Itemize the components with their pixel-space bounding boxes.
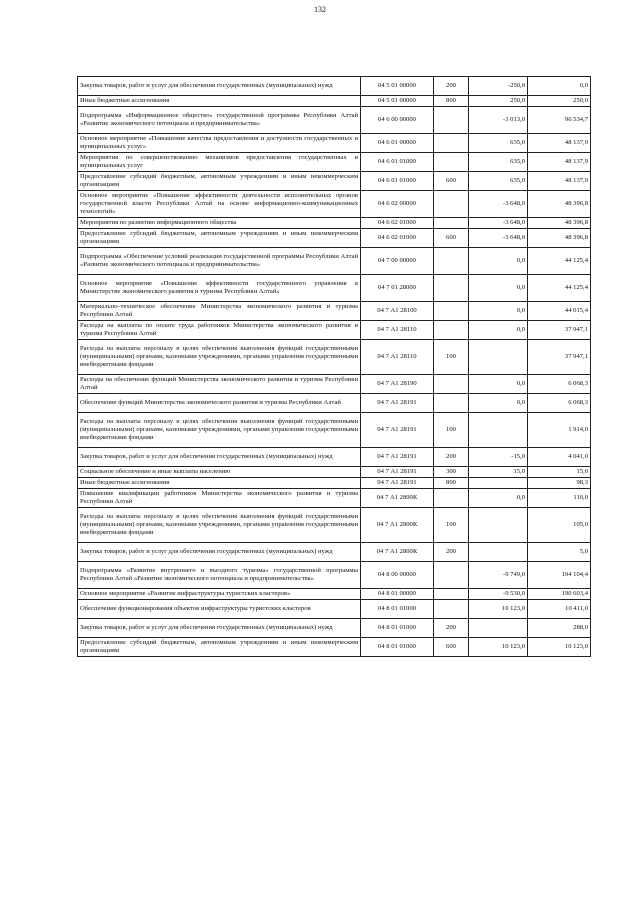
table-row bbox=[78, 478, 591, 489]
row-code-cell: 04 5 01 00000 bbox=[361, 96, 434, 107]
row-expense-type-cell: 600 bbox=[434, 229, 469, 248]
row-name-cell: Расходы на выплаты персоналу в целях обеспечения выполнения функций государственными (муниципальными) органами, казенными учреждениями, органами управления государственными внебюджетными фондами bbox=[78, 413, 361, 448]
row-change-amount-cell: -9 749,0 bbox=[469, 562, 528, 589]
row-name-cell: Предоставление субсидий бюджетным, автономным учреждениям и иным некоммерческим организациям bbox=[78, 229, 361, 248]
row-name-cell: Обеспечение функционирования объектов инфраструктуры туристских кластеров bbox=[78, 600, 361, 619]
row-total-amount-cell: 15,0 bbox=[528, 467, 591, 478]
row-code-cell: 04 7 А1 28110 bbox=[361, 321, 434, 340]
row-code-cell: 04 7 А1 2800К bbox=[361, 489, 434, 508]
row-total-amount-cell: 194 104,4 bbox=[528, 562, 591, 589]
row-code-cell: 04 6 01 01000 bbox=[361, 153, 434, 172]
table-row bbox=[78, 562, 591, 589]
row-expense-type-cell: 800 bbox=[434, 96, 469, 107]
row-expense-type-cell: 600 bbox=[434, 172, 469, 191]
row-total-amount-cell: 5,0 bbox=[528, 543, 591, 562]
row-expense-type-cell bbox=[434, 489, 469, 508]
row-change-amount-cell: 635,0 bbox=[469, 153, 528, 172]
row-expense-type-cell: 100 bbox=[434, 340, 469, 375]
row-total-amount-cell: 288,0 bbox=[528, 619, 591, 638]
row-total-amount-cell: 48 396,8 bbox=[528, 191, 591, 218]
row-name-cell: Социальное обеспечение и иные выплаты населению bbox=[78, 467, 361, 478]
row-change-amount-cell bbox=[469, 508, 528, 543]
row-code-cell: 04 7 А1 28190 bbox=[361, 375, 434, 394]
row-code-cell: 04 8 00 00000 bbox=[361, 562, 434, 589]
row-code-cell: 04 6 02 01000 bbox=[361, 229, 434, 248]
row-change-amount-cell: 0,0 bbox=[469, 489, 528, 508]
row-change-amount-cell: -3 648,0 bbox=[469, 218, 528, 229]
row-expense-type-cell: 100 bbox=[434, 508, 469, 543]
row-total-amount-cell: 6 068,3 bbox=[528, 375, 591, 394]
row-code-cell: 04 7 А1 28191 bbox=[361, 413, 434, 448]
row-name-cell: Иные бюджетные ассигнования bbox=[78, 478, 361, 489]
row-name-cell: Расходы на выплаты по оплате труда работников Министерства экономического развития и туризма Республики Алтай bbox=[78, 321, 361, 340]
row-expense-type-cell: 100 bbox=[434, 413, 469, 448]
row-name-cell: Предоставление субсидий бюджетным, автономным учреждениям и иным некоммерческим организациям bbox=[78, 638, 361, 657]
row-name-cell: Подпрограмма «Обеспечение условий реализации государственной программы Республики Алтай «Развитие экономического потенциала и предпринимательства» bbox=[78, 248, 361, 275]
row-expense-type-cell bbox=[434, 302, 469, 321]
row-name-cell: Закупка товаров, работ и услуг для обеспечения государственных (муниципальных) нужд bbox=[78, 619, 361, 638]
row-change-amount-cell: 0,0 bbox=[469, 394, 528, 413]
row-name-cell: Основное мероприятие «Повышение эффективности государственного управления в Министерстве экономического развития и туризма Республики Алтай» bbox=[78, 275, 361, 302]
row-expense-type-cell bbox=[434, 191, 469, 218]
row-expense-type-cell bbox=[434, 321, 469, 340]
table-row bbox=[78, 321, 591, 340]
row-code-cell: 04 7 А1 28100 bbox=[361, 302, 434, 321]
row-name-cell: Мероприятия по совершенствованию механизмов предоставления государственных и муниципальных услуг bbox=[78, 153, 361, 172]
row-expense-type-cell bbox=[434, 589, 469, 600]
row-code-cell: 04 5 01 00000 bbox=[361, 77, 434, 96]
row-change-amount-cell: 15,0 bbox=[469, 467, 528, 478]
row-expense-type-cell bbox=[434, 394, 469, 413]
table-row bbox=[78, 413, 591, 448]
row-total-amount-cell: 10 123,0 bbox=[528, 638, 591, 657]
row-change-amount-cell: 10 123,0 bbox=[469, 600, 528, 619]
row-total-amount-cell: 190 603,4 bbox=[528, 589, 591, 600]
row-code-cell: 04 8 01 01000 bbox=[361, 619, 434, 638]
table-row bbox=[78, 191, 591, 218]
row-code-cell: 04 7 А1 2800К bbox=[361, 508, 434, 543]
row-change-amount-cell: 0,0 bbox=[469, 321, 528, 340]
row-change-amount-cell: -3 648,0 bbox=[469, 191, 528, 218]
row-code-cell: 04 6 02 00000 bbox=[361, 191, 434, 218]
budget-table bbox=[77, 76, 591, 657]
row-change-amount-cell bbox=[469, 413, 528, 448]
table-row bbox=[78, 218, 591, 229]
table-row bbox=[78, 229, 591, 248]
row-name-cell: Иные бюджетные ассигнования bbox=[78, 96, 361, 107]
table-row bbox=[78, 448, 591, 467]
table-row bbox=[78, 77, 591, 96]
row-total-amount-cell: 44 125,4 bbox=[528, 275, 591, 302]
row-expense-type-cell: 800 bbox=[434, 478, 469, 489]
row-expense-type-cell bbox=[434, 107, 469, 134]
row-total-amount-cell: 96 534,7 bbox=[528, 107, 591, 134]
row-expense-type-cell bbox=[434, 562, 469, 589]
row-code-cell: 04 6 00 00000 bbox=[361, 107, 434, 134]
row-change-amount-cell: 0,0 bbox=[469, 248, 528, 275]
table-row bbox=[78, 600, 591, 619]
row-expense-type-cell bbox=[434, 248, 469, 275]
row-total-amount-cell: 37 947,1 bbox=[528, 321, 591, 340]
row-name-cell: Расходы на обеспечение функций Министерства экономического развития и туризма Республики Алтай bbox=[78, 375, 361, 394]
row-name-cell: Закупка товаров, работ и услуг для обеспечения государственных (муниципальных) нужд bbox=[78, 77, 361, 96]
row-total-amount-cell: 110,0 bbox=[528, 489, 591, 508]
row-change-amount-cell: 250,0 bbox=[469, 96, 528, 107]
row-name-cell: Основное мероприятие «Развитие инфраструктуры туристских кластеров» bbox=[78, 589, 361, 600]
row-change-amount-cell: 0,0 bbox=[469, 275, 528, 302]
row-change-amount-cell: -250,0 bbox=[469, 77, 528, 96]
row-total-amount-cell: 48 137,9 bbox=[528, 153, 591, 172]
row-total-amount-cell: 98,3 bbox=[528, 478, 591, 489]
row-change-amount-cell bbox=[469, 619, 528, 638]
row-name-cell: Подпрограмма «Информационное общество» государственной программы Республики Алтай «Развитие экономического потенциала и предпринимательства» bbox=[78, 107, 361, 134]
row-change-amount-cell: 0,0 bbox=[469, 375, 528, 394]
table-row bbox=[78, 619, 591, 638]
row-change-amount-cell: 635,0 bbox=[469, 172, 528, 191]
row-expense-type-cell bbox=[434, 153, 469, 172]
row-total-amount-cell: 0,0 bbox=[528, 77, 591, 96]
row-code-cell: 04 7 А1 28110 bbox=[361, 340, 434, 375]
table-row bbox=[78, 248, 591, 275]
row-total-amount-cell: 6 068,3 bbox=[528, 394, 591, 413]
row-code-cell: 04 8 01 00000 bbox=[361, 589, 434, 600]
table-row bbox=[78, 172, 591, 191]
row-name-cell: Обеспечение функций Министерства экономического развития и туризма Республики Алтай bbox=[78, 394, 361, 413]
row-code-cell: 04 7 А1 28191 bbox=[361, 478, 434, 489]
row-expense-type-cell: 600 bbox=[434, 638, 469, 657]
table-row bbox=[78, 107, 591, 134]
table-row bbox=[78, 589, 591, 600]
row-expense-type-cell: 200 bbox=[434, 619, 469, 638]
row-name-cell: Расходы на выплаты персоналу в целях обеспечения выполнения функций государственными (муниципальными) органами, казенными учреждениями, органами управления государственными внебюджетными фондами bbox=[78, 508, 361, 543]
row-expense-type-cell bbox=[434, 275, 469, 302]
row-total-amount-cell: 48 137,9 bbox=[528, 172, 591, 191]
row-expense-type-cell: 300 bbox=[434, 467, 469, 478]
row-code-cell: 04 6 02 01000 bbox=[361, 218, 434, 229]
row-name-cell: Повышение квалификации работников Министерства экономического развития и туризма Республики Алтай bbox=[78, 489, 361, 508]
row-expense-type-cell bbox=[434, 218, 469, 229]
table-row bbox=[78, 467, 591, 478]
row-code-cell: 04 8 01 01000 bbox=[361, 638, 434, 657]
row-name-cell: Закупка товаров, работ и услуг для обеспечения государственных (муниципальных) нужд bbox=[78, 448, 361, 467]
row-code-cell: 04 6 01 00000 bbox=[361, 134, 434, 153]
row-code-cell: 04 7 А1 28191 bbox=[361, 467, 434, 478]
table-row bbox=[78, 96, 591, 107]
row-total-amount-cell: 1 914,0 bbox=[528, 413, 591, 448]
table-row bbox=[78, 302, 591, 321]
row-total-amount-cell: 10 411,0 bbox=[528, 600, 591, 619]
row-total-amount-cell: 48 137,9 bbox=[528, 134, 591, 153]
row-change-amount-cell: -15,0 bbox=[469, 448, 528, 467]
row-code-cell: 04 7 01 28000 bbox=[361, 275, 434, 302]
row-total-amount-cell: 44 015,4 bbox=[528, 302, 591, 321]
row-change-amount-cell bbox=[469, 543, 528, 562]
row-expense-type-cell bbox=[434, 600, 469, 619]
table-row bbox=[78, 489, 591, 508]
row-name-cell: Материально–техническое обеспечение Министерства экономического развития и туризма Республики Алтай bbox=[78, 302, 361, 321]
row-name-cell: Подпрограмма «Развитие внутреннего и въездного туризма» государственной программы Республики Алтай «Развитие экономического потенциала и предпринимательства» bbox=[78, 562, 361, 589]
table-row bbox=[78, 543, 591, 562]
row-change-amount-cell bbox=[469, 340, 528, 375]
row-total-amount-cell: 4 041,0 bbox=[528, 448, 591, 467]
table-row bbox=[78, 340, 591, 375]
table-row bbox=[78, 275, 591, 302]
row-change-amount-cell: 635,0 bbox=[469, 134, 528, 153]
row-total-amount-cell: 105,0 bbox=[528, 508, 591, 543]
row-name-cell: Расходы на выплаты персоналу в целях обеспечения выполнения функций государственными (муниципальными) органами, казенными учреждениями, органами управления государственными внебюджетными фондами bbox=[78, 340, 361, 375]
row-expense-type-cell: 200 bbox=[434, 448, 469, 467]
table-row bbox=[78, 375, 591, 394]
row-code-cell: 04 7 А1 2800К bbox=[361, 543, 434, 562]
row-code-cell: 04 7 00 00000 bbox=[361, 248, 434, 275]
row-expense-type-cell: 200 bbox=[434, 543, 469, 562]
table-row bbox=[78, 153, 591, 172]
row-total-amount-cell: 48 396,8 bbox=[528, 218, 591, 229]
row-total-amount-cell: 44 125,4 bbox=[528, 248, 591, 275]
row-change-amount-cell: 10 123,0 bbox=[469, 638, 528, 657]
row-change-amount-cell: 0,0 bbox=[469, 302, 528, 321]
row-change-amount-cell: -9 530,0 bbox=[469, 589, 528, 600]
row-expense-type-cell bbox=[434, 375, 469, 394]
row-name-cell: Закупка товаров, работ и услуг для обеспечения государственных (муниципальных) нужд bbox=[78, 543, 361, 562]
table-row bbox=[78, 508, 591, 543]
row-code-cell: 04 8 01 01000 bbox=[361, 600, 434, 619]
row-expense-type-cell bbox=[434, 134, 469, 153]
row-name-cell: Мероприятия по развитию информационного общества bbox=[78, 218, 361, 229]
table-row bbox=[78, 394, 591, 413]
page-number: 132 bbox=[314, 5, 326, 14]
row-expense-type-cell: 200 bbox=[434, 77, 469, 96]
row-code-cell: 04 7 А1 28191 bbox=[361, 394, 434, 413]
row-change-amount-cell: -3 648,0 bbox=[469, 229, 528, 248]
table-row bbox=[78, 638, 591, 657]
row-total-amount-cell: 48 396,8 bbox=[528, 229, 591, 248]
row-name-cell: Основное мероприятие «Повышение качества предоставления и доступности государственных и муниципальных услуг» bbox=[78, 134, 361, 153]
table-row bbox=[78, 134, 591, 153]
row-name-cell: Предоставление субсидий бюджетным, автономным учреждениям и иным некоммерческим организациям bbox=[78, 172, 361, 191]
row-change-amount-cell: -3 013,0 bbox=[469, 107, 528, 134]
row-change-amount-cell bbox=[469, 478, 528, 489]
row-total-amount-cell: 250,0 bbox=[528, 96, 591, 107]
row-name-cell: Основное мероприятие «Повышение эффективности деятельности исполнительных органов государственной власти Республики Алтай на основе информационно-коммуникационных технологий» bbox=[78, 191, 361, 218]
row-code-cell: 04 7 А1 28191 bbox=[361, 448, 434, 467]
row-code-cell: 04 6 01 01000 bbox=[361, 172, 434, 191]
row-total-amount-cell: 37 947,1 bbox=[528, 340, 591, 375]
